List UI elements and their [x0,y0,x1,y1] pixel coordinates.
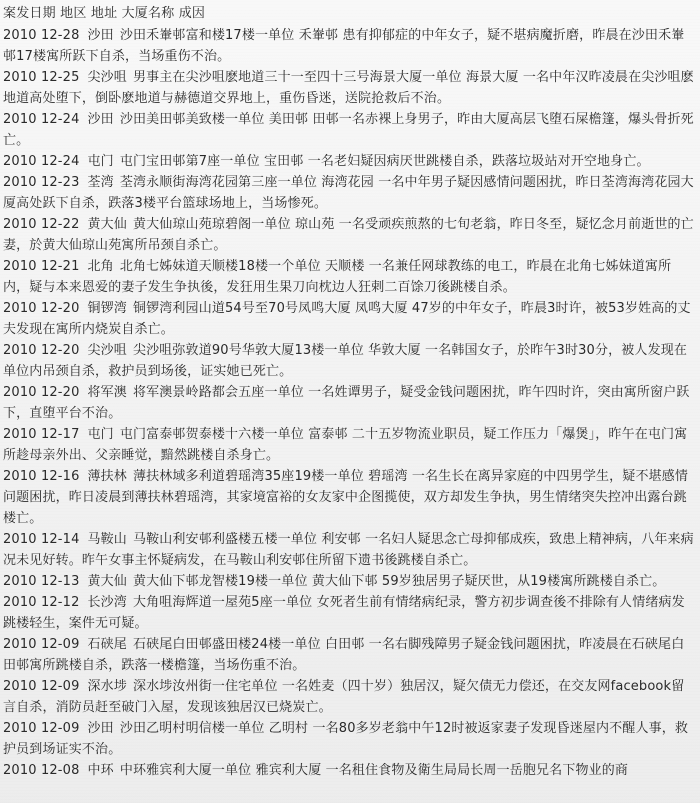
record-entry [3,298,694,340]
record-detail: 沙田乙明村明信楼一单位 乙明村 一名80多岁老翁中午12时被返家妻子发现昏迷屋内不醒人事，救护员到场证实不治。 [3,721,689,757]
record-date: 2010 12-08 [3,763,80,778]
record-date: 2010 12-09 [3,637,80,652]
record-entry [3,256,694,298]
record-date: 2010 12-13 [3,574,80,589]
record-district: 黄大仙 [87,217,127,232]
record-date: 2010 12-12 [3,595,80,610]
record-entry [3,592,694,634]
record-detail: 沙田禾輋邨富和楼17楼一单位 禾輋邨 患有抑郁症的中年女子，疑不堪病魔折磨，昨晨在沙田禾輋邨17楼寓所跃下自杀，当场重伤不治。 [3,28,685,64]
record-entry [3,676,694,718]
record-detail: 屯门富泰邨贺泰楼十六楼一单位 富泰邨 二十五岁物流业职员，疑工作压力「爆煲」，昨午在屯门寓所趁母亲外出、父亲睡觉，黯然跳楼自杀身亡。 [3,427,688,463]
record-entry [3,718,694,760]
record-detail: 北角七姊妹道天顺楼18楼一个单位 天顺楼 一名兼任网球教练的电工，昨晨在北角七姊妹道寓所内，疑与本来恩爱的妻子发生争执後，发狂用生果刀向枕边人狂剌二百馀刀後跳楼自杀。 [3,259,672,295]
record-district: 深水埗 [87,679,127,694]
record-district: 尖沙咀 [87,70,127,85]
record-entry [3,340,694,382]
record-district: 铜锣湾 [87,301,127,316]
record-entry [3,151,694,172]
record-district: 屯门 [87,427,114,442]
record-date: 2010 12-09 [3,721,80,736]
record-district: 屯门 [87,154,114,169]
record-entry [3,466,694,529]
record-detail: 沙田美田邨美致楼一单位 美田邨 田邨一名赤裸上身男子，昨由大厦高层飞堕石屎檐篷，爆头骨折死亡。 [3,112,694,148]
record-entry [3,109,694,151]
record-list [3,25,694,781]
record-date: 2010 12-17 [3,427,80,442]
record-date: 2010 12-14 [3,532,80,547]
record-detail: 马鞍山利安邨利盛楼五楼一单位 利安邨 一名妇人疑思念亡母抑郁成疾，致患上精神病，八年来病况未见好转。昨午女事主怀疑病发，在马鞍山利安邨住所留下遗书後跳楼自杀亡。 [3,532,694,568]
record-district: 沙田 [87,112,114,127]
record-detail: 中环雅宾利大厦一单位 雅宾利大厦 一名租住食物及衛生局局长周一岳胞兄名下物业的商 [119,763,629,778]
record-detail: 铜锣湾利园山道54号至70号凤鸣大厦 凤鸣大厦 47岁的中年女子，昨晨3时许，被53岁姓高的丈夫发现在寓所内烧炭自杀亡。 [3,301,691,337]
record-date: 2010 12-09 [3,679,80,694]
record-district: 北角 [87,259,114,274]
record-entry [3,571,694,592]
record-district: 将军澳 [87,385,127,400]
record-district: 马鞍山 [87,532,127,547]
record-detail: 将军澳景岭路都会五座一单位 一名姓谭男子，疑受金钱问题困扰，昨午四时许，突由寓所窗户跃下，直堕平台不治。 [3,385,690,421]
record-detail: 荃湾永顺街海湾花园第三座一单位 海湾花园 一名中年男子疑因感情问题困扰，昨日荃湾海湾花园大厦高处跃下自杀，跌落3楼平台篮球场地上，当场惨死。 [3,175,694,211]
record-district: 石硖尾 [87,637,127,652]
record-entry [3,172,694,214]
record-date: 2010 12-21 [3,259,80,274]
record-district: 荃湾 [87,175,114,190]
record-detail: 屯门宝田邨第7座一单位 宝田邨 一名老妇疑因病厌世跳楼自杀，跌落垃圾站对开空地身亡。 [119,154,650,169]
record-detail: 大角咀海辉道一屋苑5座一单位 女死者生前有情绪病纪录，警方初步调查後不排除有人情绪病发跳楼轻生，案件无可疑。 [3,595,685,631]
record-date: 2010 12-25 [3,70,80,85]
record-entry [3,382,694,424]
record-district: 薄扶林 [87,469,127,484]
record-detail: 深水埗汝州街一住宅单位 一名姓麦（四十岁）独居汉，疑欠债无力偿还，在交友网facebook留言自杀，消防员赶至破门入屋，发现该独居汉已烧炭亡。 [3,679,685,715]
record-date: 2010 12-20 [3,343,80,358]
record-detail: 黄大仙下邨龙智楼19楼一单位 黄大仙下邨 59岁独居男子疑厌世，从19楼寓所跳楼自杀亡。 [132,574,666,589]
record-detail: 石硖尾白田邨盛田楼24楼一单位 白田邨 一名右脚残障男子疑金钱问题困扰，昨凌晨在石硖尾白田邨寓所跳楼自杀，跌落一楼檐篷，当场伤重不治。 [3,637,685,673]
record-detail: 薄扶林域多利道碧瑶湾35座19楼一单位 碧瑶湾 一名生长在离异家庭的中四男学生，疑不堪感情问题困扰，昨日凌晨到薄扶林碧瑶湾，其家境富裕的女友家中企图揽使，双方却发生争执，男生情绪突失控冲出露台跳楼亡。 [3,469,689,526]
record-district: 中环 [87,763,114,778]
record-entry [3,424,694,466]
record-district: 黄大仙 [87,574,127,589]
record-entry [3,634,694,676]
record-entry [3,529,694,571]
record-date: 2010 12-20 [3,385,80,400]
record-date: 2010 12-16 [3,469,80,484]
record-entry [3,25,694,67]
record-district: 沙田 [87,28,114,43]
record-district: 沙田 [87,721,114,736]
record-detail: 尖沙咀弥敦道90号华敦大厦13楼一单位 华敦大厦 一名韩国女子，於昨午3时30分，被人发现在单位内吊颈自杀，救护员到场後，证实她已死亡。 [3,343,688,379]
column-header-row: 案发日期 地区 地址 大厦名称 成因 [3,6,206,21]
record-date: 2010 12-24 [3,154,80,169]
record-entry [3,760,694,781]
record-entry [3,67,694,109]
record-date: 2010 12-22 [3,217,80,232]
record-detail: 黄大仙琼山苑琼碧阁一单位 琼山苑 一名受顽疾煎熬的七旬老翁，昨日冬至，疑忆念月前逝世的亡妻，於黄大仙琼山苑寓所吊颈自杀亡。 [3,217,694,253]
record-date: 2010 12-23 [3,175,80,190]
record-date: 2010 12-20 [3,301,80,316]
record-date: 2010 12-24 [3,112,80,127]
record-district: 长沙湾 [87,595,127,610]
record-district: 尖沙咀 [87,343,127,358]
record-detail: 男事主在尖沙咀麽地道三十一至四十三号海景大厦一单位 海景大厦 一名中年汉昨凌晨在尖沙咀麽地道高处堕下，倒卧麽地道与赫德道交界地上，重伤昏迷，送院抢救后不治。 [3,70,694,106]
record-date: 2010 12-28 [3,28,80,43]
record-entry [3,214,694,256]
